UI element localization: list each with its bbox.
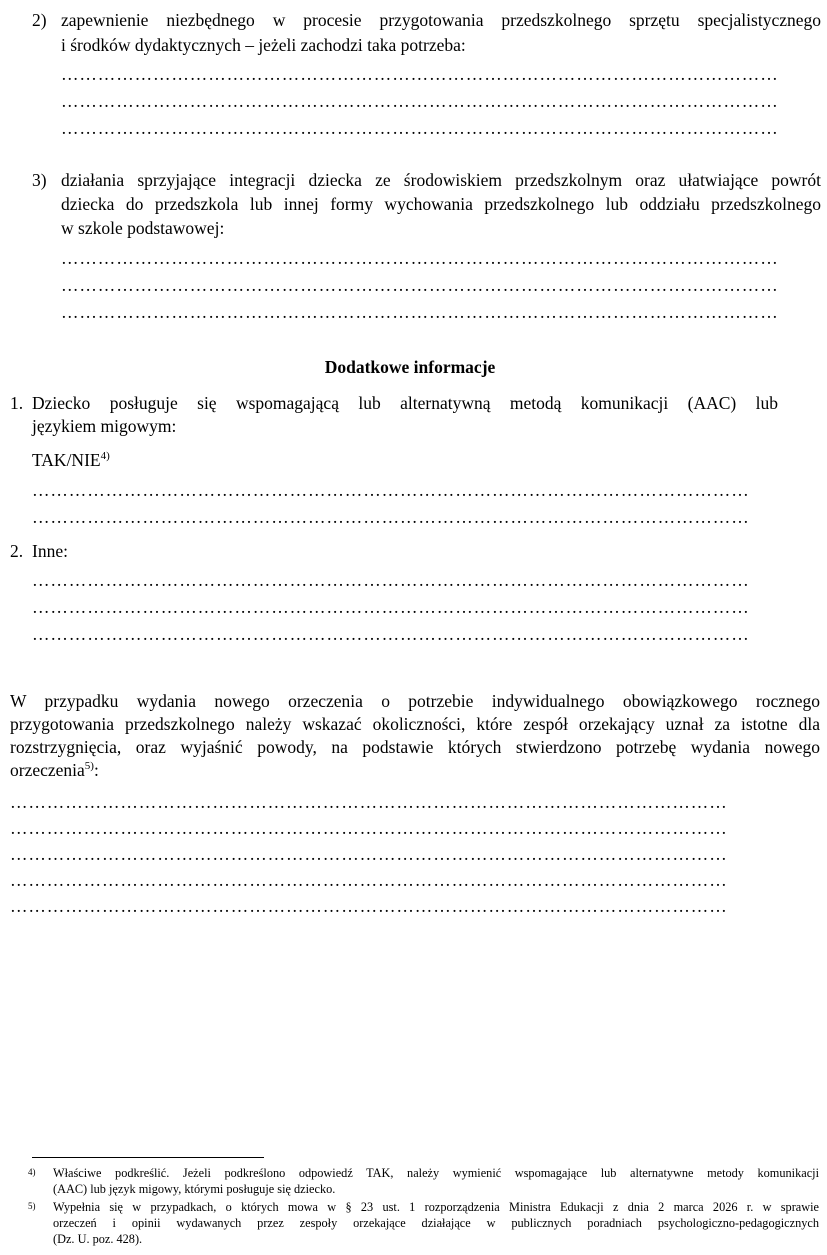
question-1-text-line-1: Dziecko posługuje się wspomagającą lub alternatywną metodą komunikacji (AAC) lub xyxy=(32,393,778,413)
footnote-5 xyxy=(0,1200,827,1250)
fill-line[interactable]: ……………………………………………………………………………………………………… xyxy=(32,480,750,500)
footnote-5-line-1: Wypełnia się w przypadkach, o których mowa w § 23 ust. 1 rozporządzenia Ministra Edukacji z dnia 2 marca 2026 r. w sprawie xyxy=(53,1200,819,1214)
item-2-text-line-1: zapewnienie niezbędnego w procesie przygotowania przedszkolnego sprzętu specjalistycznego xyxy=(61,10,821,30)
footnote-5-line-3: (Dz. U. poz. 428). xyxy=(53,1232,143,1246)
fill-line[interactable]: ……………………………………………………………………………………………………… xyxy=(32,597,750,617)
item-2-text-line-2: i środków dydaktycznych – jeżeli zachodzi taka potrzeba: xyxy=(61,35,466,55)
new-ruling-colon: : xyxy=(93,760,99,780)
new-ruling-text-line-1: W przypadku wydania nowego orzeczenia o potrzebie indywidualnego obowiązkowego rocznego xyxy=(10,691,820,711)
fill-line[interactable]: ……………………………………………………………………………………………………… xyxy=(61,248,779,268)
question-1-number: 1. xyxy=(10,393,24,413)
question-2-number: 2. xyxy=(10,541,24,561)
fill-line[interactable]: ……………………………………………………………………………………………………… xyxy=(32,624,750,644)
fill-line[interactable]: ……………………………………………………………………………………………………… xyxy=(10,818,728,838)
item-3-text-line-1: działania sprzyjające integracji dziecka ze środowiskiem przedszkolnym oraz ułatwiające powrót xyxy=(61,170,821,190)
fill-line[interactable]: ……………………………………………………………………………………………………… xyxy=(61,91,779,111)
new-ruling-text-line-3: rozstrzygnięcia, oraz wyjaśnić powody, na podstawie których stwierdzono potrzebę wydania nowego xyxy=(10,737,820,757)
fill-line[interactable]: ……………………………………………………………………………………………………… xyxy=(61,118,779,138)
section-heading: Dodatkowe informacje xyxy=(324,357,496,377)
fill-line[interactable]: ……………………………………………………………………………………………………… xyxy=(10,896,728,916)
new-ruling-text-line-4 xyxy=(10,760,99,781)
item-3-number: 3) xyxy=(32,170,47,190)
footnote-ref-5: 5) xyxy=(84,760,94,772)
footnote-4 xyxy=(0,1166,827,1200)
footnote-ref-4: 4) xyxy=(100,450,110,462)
fill-line[interactable]: ……………………………………………………………………………………………………… xyxy=(10,792,728,812)
fill-line[interactable]: ……………………………………………………………………………………………………… xyxy=(61,275,779,295)
footnote-separator xyxy=(32,1157,264,1158)
footnote-5-mark: 5) xyxy=(28,1201,36,1211)
fill-line[interactable]: ……………………………………………………………………………………………………… xyxy=(10,844,728,864)
item-3-text-line-2: dziecka do przedszkola lub innej formy wychowania przedszkolnego lub oddziału przedszkolnego xyxy=(61,194,821,214)
item-2-number: 2) xyxy=(32,10,47,30)
yes-no-label: TAK/NIE xyxy=(32,450,101,470)
fill-line[interactable]: ……………………………………………………………………………………………………… xyxy=(32,570,750,590)
fill-line[interactable]: ……………………………………………………………………………………………………… xyxy=(61,64,779,84)
question-1-text-line-2: językiem migowym: xyxy=(32,416,177,436)
footnote-5-line-2: orzeczeń i opinii wydawanych przez zespoły orzekające działające w publicznych poradniach psychologiczno-pedagogicznych xyxy=(53,1216,819,1230)
new-ruling-line-4-text: orzeczenia xyxy=(10,760,85,780)
footnote-4-line-1: Właściwe podkreślić. Jeżeli podkreślono odpowiedź TAK, należy wymienić wspomagające lub alternatywne metody komunikacji xyxy=(53,1166,819,1180)
footnote-4-mark: 4) xyxy=(28,1167,36,1177)
yes-no-answer[interactable] xyxy=(32,450,110,471)
footnote-4-line-2: (AAC) lub język migowy, którymi posługuje się dziecko. xyxy=(53,1182,336,1196)
new-ruling-text-line-2: przygotowania przedszkolnego należy wskazać okoliczności, które zespół orzekający uznał za istotne dla xyxy=(10,714,820,734)
fill-line[interactable]: ……………………………………………………………………………………………………… xyxy=(61,302,779,322)
item-3-text-line-3: w szkole podstawowej: xyxy=(61,218,225,238)
fill-line[interactable]: ……………………………………………………………………………………………………… xyxy=(32,507,750,527)
question-2-label: Inne: xyxy=(32,541,68,561)
fill-line[interactable]: ……………………………………………………………………………………………………… xyxy=(10,870,728,890)
